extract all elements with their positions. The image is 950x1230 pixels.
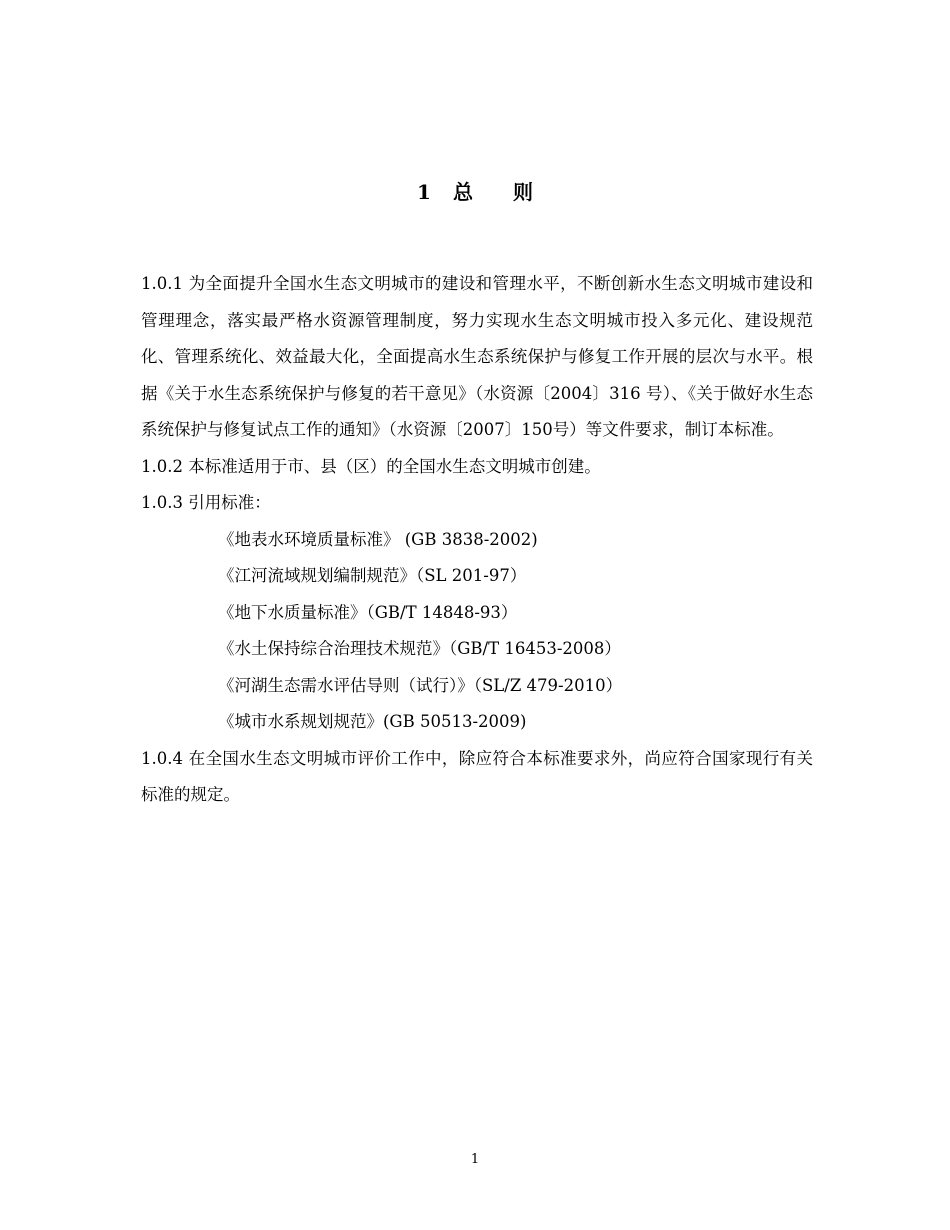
clause-1-0-1: 1.0.1 为全面提升全国水生态文明城市的建设和管理水平，不断创新水生态文明城市建设和管理理念，落实最严格水资源管理制度，努力实现水生态文明城市投入多元化、建设规范化、管理系统化、效益最大化，全面提高水生态系统保护与修复工作开展的层次与水平。根据《关于水生态系统保护与修复的若干意见》（水资源〔2004〕316 号）、《关于做好水生态系统保护与修复试点工作的通知》（水资源〔2007〕150号）等文件要求，制订本标准。	[141, 274, 813, 439]
reference-standards-list	[141, 522, 813, 741]
clause-1-0-3: 1.0.3 引用标准：	[141, 493, 271, 512]
chapter-number: 1	[417, 180, 431, 204]
reference-item: 《河湖生态需水评估导则（试行）》（SL/Z 479-2010）	[218, 675, 623, 695]
chapter-body	[141, 266, 813, 814]
chapter-heading	[0, 176, 950, 205]
chapter-title-char-1: 总	[452, 180, 473, 204]
reference-item: 《城市水系规划规范》(GB 50513-2009)	[218, 712, 527, 731]
page-number: 1	[470, 1152, 480, 1167]
chapter-title-char-2: 则	[512, 180, 533, 204]
reference-item: 《地下水质量标准》（GB/T 14848-93）	[218, 602, 518, 622]
clause-1-0-2: 1.0.2 本标准适用于市、县（区）的全国水生态文明城市创建。	[141, 456, 601, 476]
reference-item: 《水土保持综合治理技术规范》（GB/T 16453-2008）	[218, 639, 621, 658]
reference-item: 《地表水环境质量标准》 (GB 3838-2002)	[218, 529, 538, 549]
clause-1-0-4: 1.0.4 在全国水生态文明城市评价工作中，除应符合本标准要求外，尚应符合国家现行有关标准的规定。	[141, 748, 813, 804]
reference-item: 《江河流域规划编制规范》（SL 201-97）	[218, 566, 527, 585]
